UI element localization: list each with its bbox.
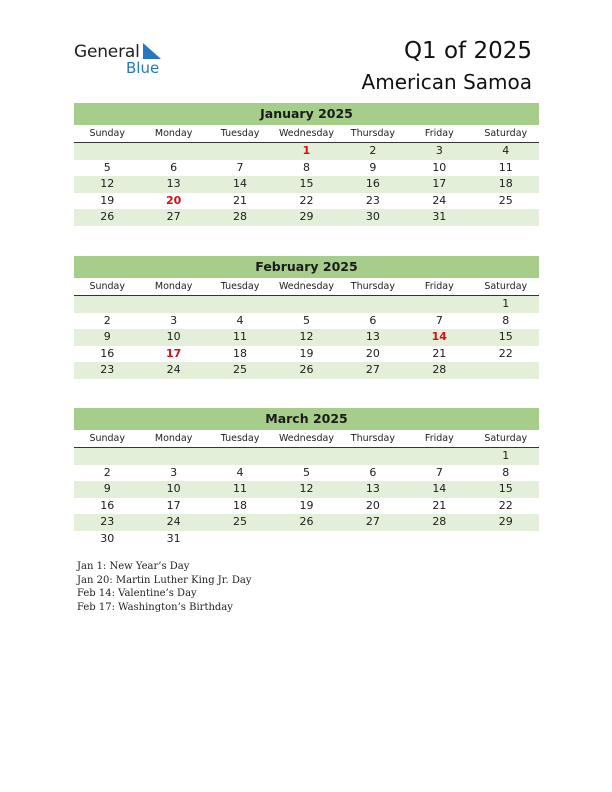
- week-row: [74, 481, 539, 498]
- empty-day-cell: [273, 296, 339, 313]
- day-cell: 19: [299, 498, 314, 512]
- empty-day-cell: [207, 531, 273, 548]
- brand-blue-text: Blue: [126, 59, 160, 77]
- week-row: [74, 143, 539, 160]
- empty-day-cell: [207, 296, 273, 313]
- weekday-label: Tuesday: [220, 128, 260, 139]
- day-cell: 10: [432, 160, 447, 174]
- day-cell: 16: [100, 346, 115, 360]
- day-cell: 10: [166, 330, 181, 343]
- day-cell: 6: [369, 313, 377, 327]
- month-calendar: [74, 103, 539, 226]
- day-cell: 3: [170, 313, 178, 327]
- empty-day-cell: [406, 296, 472, 313]
- day-cell: 21: [233, 193, 248, 207]
- day-cell: 16: [100, 498, 115, 512]
- day-cell: 7: [236, 160, 244, 174]
- empty-day-cell: [74, 296, 140, 313]
- empty-day-cell: [406, 531, 472, 548]
- day-cell: 25: [233, 363, 248, 376]
- weekday-label: Wednesday: [278, 433, 334, 444]
- day-cell: 9: [369, 160, 377, 174]
- day-cell: 8: [302, 160, 310, 174]
- day-cell: 22: [498, 498, 513, 512]
- holiday-notes: [77, 560, 251, 614]
- weekday-label: Saturday: [484, 128, 528, 139]
- empty-day-cell: [340, 531, 406, 548]
- day-cell: 24: [166, 363, 181, 376]
- day-cell: 27: [166, 210, 181, 223]
- day-cell: 2: [369, 144, 377, 157]
- month-calendar: [74, 408, 539, 547]
- weekday-label: Friday: [424, 128, 454, 139]
- day-cell: 12: [100, 177, 115, 190]
- week-row: [74, 346, 539, 363]
- empty-day-cell: [340, 296, 406, 313]
- day-cell: 1: [502, 297, 510, 310]
- day-cell: 6: [170, 160, 178, 174]
- brand-logo: [74, 42, 184, 78]
- month-header: February 2025: [74, 256, 539, 278]
- day-cell: 4: [502, 144, 510, 157]
- day-cell: 27: [365, 363, 380, 376]
- day-cell: 20: [365, 498, 380, 512]
- empty-day-cell: [74, 143, 140, 160]
- day-cell: 25: [233, 515, 248, 528]
- day-cell: 13: [365, 330, 380, 343]
- weekday-label: Wednesday: [278, 128, 334, 139]
- day-cell: 1: [502, 449, 510, 462]
- brand-general-text: General: [74, 42, 140, 62]
- week-row: [74, 193, 539, 210]
- day-cell: 7: [435, 313, 443, 327]
- day-cell: 14: [431, 330, 447, 343]
- weekday-label: Sunday: [89, 128, 125, 139]
- week-row: [74, 160, 539, 177]
- day-cell: 18: [498, 177, 513, 190]
- day-cell: 8: [502, 313, 510, 327]
- day-cell: 11: [498, 160, 513, 174]
- day-cell: 13: [166, 177, 181, 190]
- empty-day-cell: [273, 448, 339, 465]
- week-row: [74, 176, 539, 193]
- day-cell: 11: [233, 482, 248, 495]
- day-cell: 4: [236, 465, 244, 479]
- day-cell: 17: [166, 498, 181, 512]
- day-cell: 22: [299, 193, 314, 207]
- empty-day-cell: [140, 448, 206, 465]
- day-cell: 21: [432, 346, 447, 360]
- weekday-header-row: [74, 125, 539, 143]
- weekday-label: Saturday: [484, 433, 528, 444]
- weekday-label: Tuesday: [220, 281, 260, 292]
- weekday-label: Tuesday: [220, 433, 260, 444]
- empty-day-cell: [340, 448, 406, 465]
- empty-day-cell: [207, 448, 273, 465]
- day-cell: 17: [432, 177, 447, 190]
- day-cell: 12: [299, 330, 314, 343]
- day-cell: 23: [100, 515, 115, 528]
- day-cell: 13: [365, 482, 380, 495]
- day-cell: 23: [365, 193, 380, 207]
- page-title: Q1 of 2025: [403, 38, 532, 64]
- weekday-header-row: [74, 430, 539, 448]
- day-cell: 26: [299, 515, 314, 528]
- day-cell: 3: [435, 144, 443, 157]
- page-subtitle: American Samoa: [361, 70, 532, 94]
- holiday-note: Jan 1: New Year’s Day: [77, 561, 190, 572]
- weekday-label: Sunday: [89, 433, 125, 444]
- day-cell: 25: [498, 193, 513, 207]
- empty-day-cell: [74, 448, 140, 465]
- day-cell: 8: [502, 465, 510, 479]
- day-cell: 5: [103, 160, 111, 174]
- day-cell: 16: [365, 177, 380, 190]
- day-cell: 14: [233, 177, 248, 190]
- month-header: January 2025: [74, 103, 539, 125]
- day-cell: 19: [100, 193, 115, 207]
- day-cell: 26: [299, 363, 314, 376]
- week-row: [74, 296, 539, 313]
- weekday-label: Friday: [424, 433, 454, 444]
- day-cell: 28: [233, 210, 248, 223]
- weekday-label: Sunday: [89, 281, 125, 292]
- day-cell: 26: [100, 210, 115, 223]
- week-row: [74, 329, 539, 346]
- day-cell: 15: [299, 177, 314, 190]
- empty-day-cell: [473, 531, 539, 548]
- week-row: [74, 531, 539, 548]
- day-cell: 17: [165, 346, 182, 360]
- day-cell: 7: [435, 465, 443, 479]
- day-cell: 29: [498, 515, 513, 528]
- day-cell: 2: [103, 465, 111, 479]
- week-row: [74, 313, 539, 330]
- day-cell: 5: [302, 313, 310, 327]
- empty-day-cell: [273, 531, 339, 548]
- day-cell: 22: [498, 346, 513, 360]
- weekday-label: Monday: [154, 281, 193, 292]
- day-cell: 18: [233, 498, 248, 512]
- day-cell: 24: [432, 193, 447, 207]
- day-cell: 20: [365, 346, 380, 360]
- weekday-label: Wednesday: [278, 281, 334, 292]
- day-cell: 30: [365, 210, 380, 223]
- week-row: [74, 514, 539, 531]
- day-cell: 27: [365, 515, 380, 528]
- day-cell: 29: [299, 210, 314, 223]
- empty-day-cell: [473, 362, 539, 379]
- holiday-note: Feb 14: Valentine’s Day: [77, 588, 197, 599]
- day-cell: 31: [432, 210, 447, 223]
- day-cell: 10: [166, 482, 181, 495]
- day-cell: 23: [100, 363, 115, 376]
- day-cell: 28: [432, 363, 447, 376]
- day-cell: 24: [166, 515, 181, 528]
- week-row: [74, 448, 539, 465]
- weekday-label: Saturday: [484, 281, 528, 292]
- day-cell: 15: [498, 482, 513, 495]
- week-row: [74, 465, 539, 482]
- day-cell: 30: [100, 531, 115, 545]
- weekday-label: Thursday: [350, 128, 395, 139]
- day-cell: 18: [233, 346, 248, 360]
- holiday-note: Jan 20: Martin Luther King Jr. Day: [77, 574, 252, 586]
- empty-day-cell: [473, 209, 539, 226]
- empty-day-cell: [207, 143, 273, 160]
- empty-day-cell: [140, 296, 206, 313]
- month-calendar: [74, 256, 539, 379]
- day-cell: 14: [432, 482, 447, 495]
- week-row: [74, 362, 539, 379]
- day-cell: 28: [432, 515, 447, 528]
- day-cell: 2: [103, 313, 111, 327]
- day-cell: 31: [166, 531, 181, 545]
- day-cell: 12: [299, 482, 314, 495]
- weekday-label: Monday: [154, 128, 193, 139]
- empty-day-cell: [406, 448, 472, 465]
- day-cell: 5: [302, 465, 310, 479]
- weekday-label: Thursday: [350, 433, 395, 444]
- day-cell: 9: [103, 330, 111, 343]
- holiday-note: Feb 17: Washington’s Birthday: [77, 601, 233, 613]
- day-cell: 1: [302, 144, 311, 157]
- weekday-label: Friday: [424, 281, 454, 292]
- day-cell: 19: [299, 346, 314, 360]
- day-cell: 11: [233, 330, 248, 343]
- day-cell: 4: [236, 313, 244, 327]
- week-row: [74, 498, 539, 515]
- day-cell: 20: [165, 193, 182, 207]
- day-cell: 9: [103, 482, 111, 495]
- day-cell: 21: [432, 498, 447, 512]
- weekday-label: Thursday: [350, 281, 395, 292]
- day-cell: 3: [170, 465, 178, 479]
- day-cell: 6: [369, 465, 377, 479]
- day-cell: 15: [498, 330, 513, 343]
- weekday-header-row: [74, 278, 539, 296]
- empty-day-cell: [140, 143, 206, 160]
- month-header: March 2025: [74, 408, 539, 430]
- weekday-label: Monday: [154, 433, 193, 444]
- week-row: [74, 209, 539, 226]
